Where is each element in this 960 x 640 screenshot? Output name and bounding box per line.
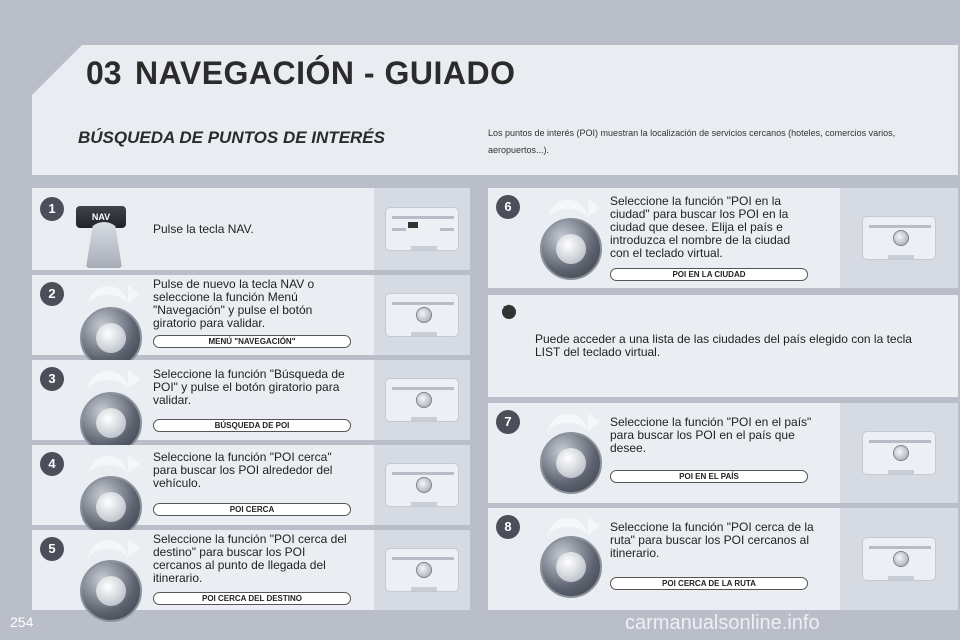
radio-unit-image: [862, 537, 936, 581]
menu-label-pill: POI CERCA DEL DESTINO: [153, 592, 351, 605]
chapter-number: 03: [86, 55, 122, 91]
section-subtitle: BÚSQUEDA DE PUNTOS DE INTERÉS: [78, 128, 385, 147]
menu-label-pill: MENÚ "NAVEGACIÓN": [153, 335, 351, 348]
menu-label-pill: POI CERCA DE LA RUTA: [610, 577, 808, 590]
step-badge: 2: [40, 282, 64, 306]
radio-unit-image: [385, 548, 459, 592]
step-badge: 6: [496, 195, 520, 219]
step-text: Pulse la tecla NAV.: [153, 222, 254, 236]
step-badge: 5: [40, 537, 64, 561]
radio-screenshot: [840, 403, 958, 503]
radio-screenshot: [374, 530, 470, 610]
radio-screenshot: [374, 445, 470, 525]
step-text: Seleccione la función "POI en el país" para buscar los POI en el país que desee.: [610, 415, 812, 455]
step-text: Pulse de nuevo la tecla NAV o seleccione la función Menú "Navegación" y pulse el botón giratorio para validar.: [153, 277, 315, 330]
step-badge: 7: [496, 410, 520, 434]
intro-text: Los puntos de interés (POI) muestran la localización de servicios cercanos (hoteles, comercios varios, aeropuertos...).: [488, 128, 896, 155]
radio-unit-image: [385, 463, 459, 507]
page-title: NAVEGACIÓN - GUIADO: [135, 55, 516, 91]
radio-unit-image: [385, 378, 459, 422]
rotary-knob-icon: [540, 218, 602, 280]
step-badge: 8: [496, 515, 520, 539]
radio-screenshot: [840, 508, 958, 610]
step-text: Seleccione la función "POI cerca" para buscar los POI alrededor del vehículo.: [153, 450, 333, 490]
menu-label-pill: POI EN LA CIUDAD: [610, 268, 808, 281]
radio-unit-image: [385, 293, 459, 337]
menu-label-pill: POI EN EL PAÍS: [610, 470, 808, 483]
page-number: 254: [10, 614, 34, 630]
radio-screenshot: [374, 360, 470, 440]
step-text: Seleccione la función "POI cerca de la ruta" para buscar los POI cercanos al itinerario.: [610, 520, 814, 560]
step-text: Seleccione la función "POI en la ciudad" para buscar los POI en la ciudad que desee. Elija el país e introduzca el nombre de la ciudad con el teclado virtual.: [610, 194, 791, 260]
rotary-knob-icon: [80, 560, 142, 622]
step-badge: 1: [40, 197, 64, 221]
step-badge: 4: [40, 452, 64, 476]
menu-label-pill: POI CERCA: [153, 503, 351, 516]
step-badge: 3: [40, 367, 64, 391]
radio-unit-image: [862, 431, 936, 475]
radio-screenshot: [374, 188, 470, 270]
radio-screenshot: [374, 275, 470, 355]
step-text: Seleccione la función "Búsqueda de POI" y pulse el botón giratorio para validar.: [153, 367, 345, 407]
nav-key-icon: NAV: [76, 206, 126, 228]
radio-screenshot: [840, 188, 958, 288]
radio-unit-image: [862, 216, 936, 260]
tip-text: Puede acceder a una lista de las ciudades del país elegido con la tecla LIST del teclado virtual.: [535, 332, 912, 359]
tip-lightbulb-icon: [502, 305, 516, 319]
radio-unit-image: [385, 207, 459, 251]
watermark: carmanualsonline.info: [625, 612, 820, 634]
step-text: Seleccione la función "POI cerca del destino" para buscar los POI cercanos al punto de llegada del itinerario.: [153, 532, 347, 585]
rotary-knob-icon: [80, 476, 142, 538]
menu-label-pill: BÚSQUEDA DE POI: [153, 419, 351, 432]
rotary-knob-icon: [540, 536, 602, 598]
rotary-knob-icon: [540, 432, 602, 494]
